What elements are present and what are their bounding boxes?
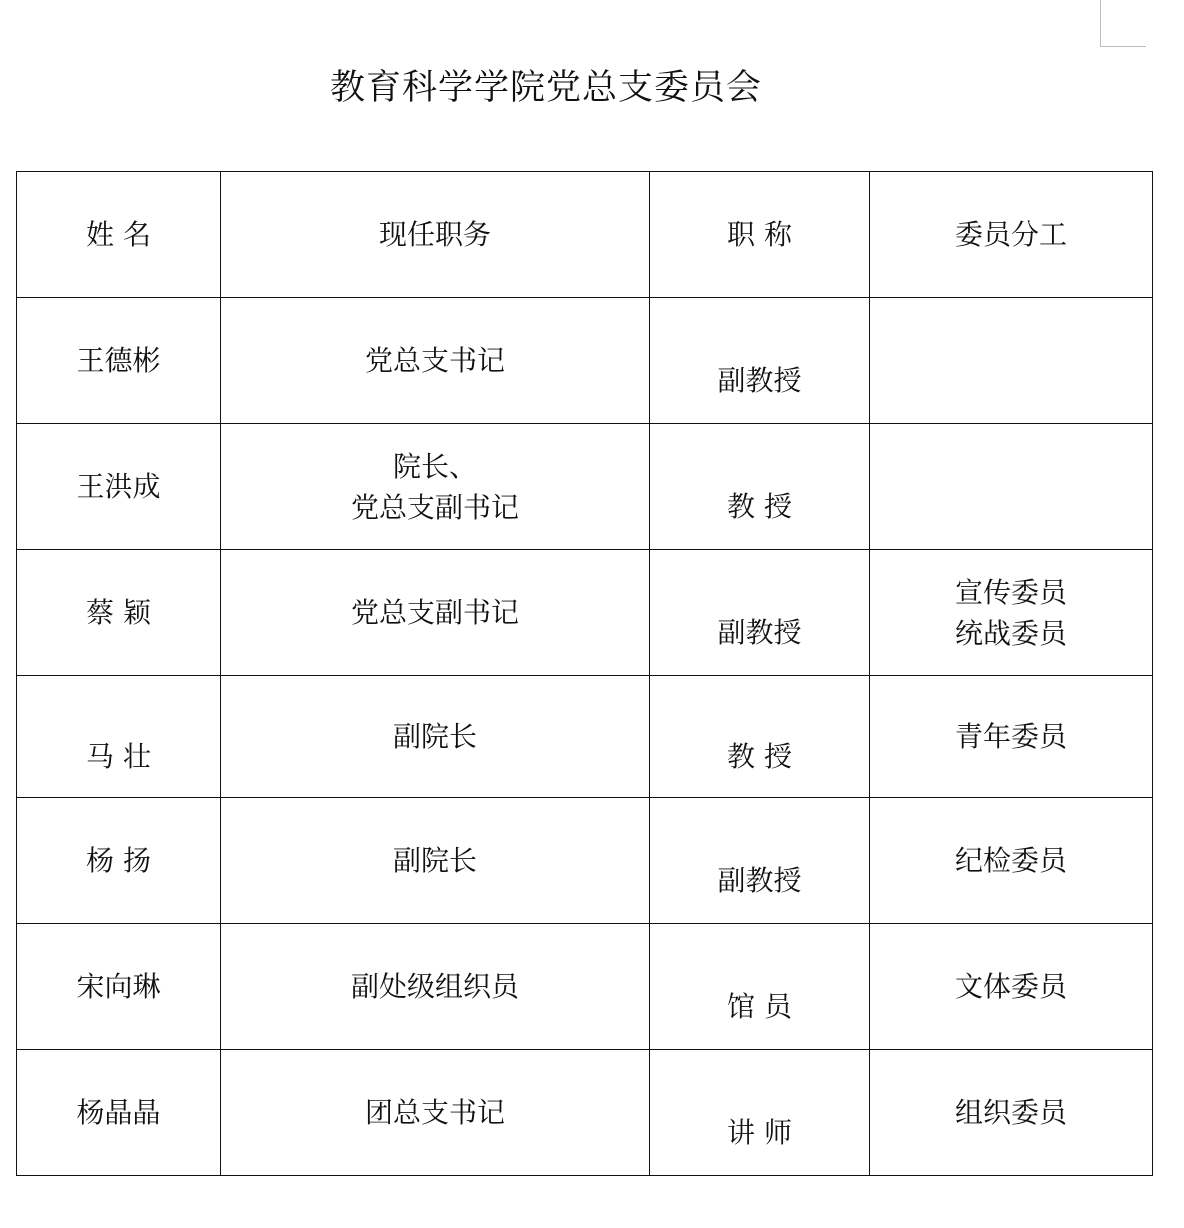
table-row: [17, 924, 1153, 1050]
cell-position: 党总支副书记: [221, 550, 650, 676]
table-row: [17, 676, 1153, 798]
document-title: 教育科学学院党总支委员会: [329, 68, 762, 108]
cell-duty: 纪检委员: [870, 798, 1153, 924]
header-name: 姓 名: [17, 172, 221, 298]
table-header-row: [17, 172, 1153, 298]
committee-table: [16, 171, 1153, 1176]
header-duty: 委员分工: [870, 172, 1153, 298]
cell-duty: [870, 424, 1153, 550]
cell-rank: 教 授: [650, 424, 870, 550]
header-rank: 职 称: [650, 172, 870, 298]
table-row: [17, 798, 1153, 924]
cell-position: 党总支书记: [221, 298, 650, 424]
cell-name: 马 壮: [17, 676, 221, 798]
cell-duty: 宣传委员 统战委员: [870, 550, 1153, 676]
table-row: [17, 1050, 1153, 1176]
cell-position: 副院长: [221, 676, 650, 798]
cell-duty: 文体委员: [870, 924, 1153, 1050]
cell-name: 杨晶晶: [17, 1050, 221, 1176]
cell-position: 副院长: [221, 798, 650, 924]
cell-rank: 馆 员: [650, 924, 870, 1050]
cell-name: 杨 扬: [17, 798, 221, 924]
page-corner-mark: [1100, 0, 1146, 47]
header-position: 现任职务: [221, 172, 650, 298]
table-row: [17, 298, 1153, 424]
cell-name: 王德彬: [17, 298, 221, 424]
cell-rank: 副教授: [650, 798, 870, 924]
cell-position: 副处级组织员: [221, 924, 650, 1050]
cell-rank: 副教授: [650, 550, 870, 676]
cell-rank: 讲 师: [650, 1050, 870, 1176]
cell-name: 蔡 颖: [17, 550, 221, 676]
cell-duty: 组织委员: [870, 1050, 1153, 1176]
cell-duty: 青年委员: [870, 676, 1153, 798]
cell-position: 院长、 党总支副书记: [221, 424, 650, 550]
cell-rank: 副教授: [650, 298, 870, 424]
table-row: [17, 424, 1153, 550]
cell-name: 宋向琳: [17, 924, 221, 1050]
cell-duty: [870, 298, 1153, 424]
cell-position: 团总支书记: [221, 1050, 650, 1176]
cell-name: 王洪成: [17, 424, 221, 550]
cell-rank: 教 授: [650, 676, 870, 798]
table-row: [17, 550, 1153, 676]
